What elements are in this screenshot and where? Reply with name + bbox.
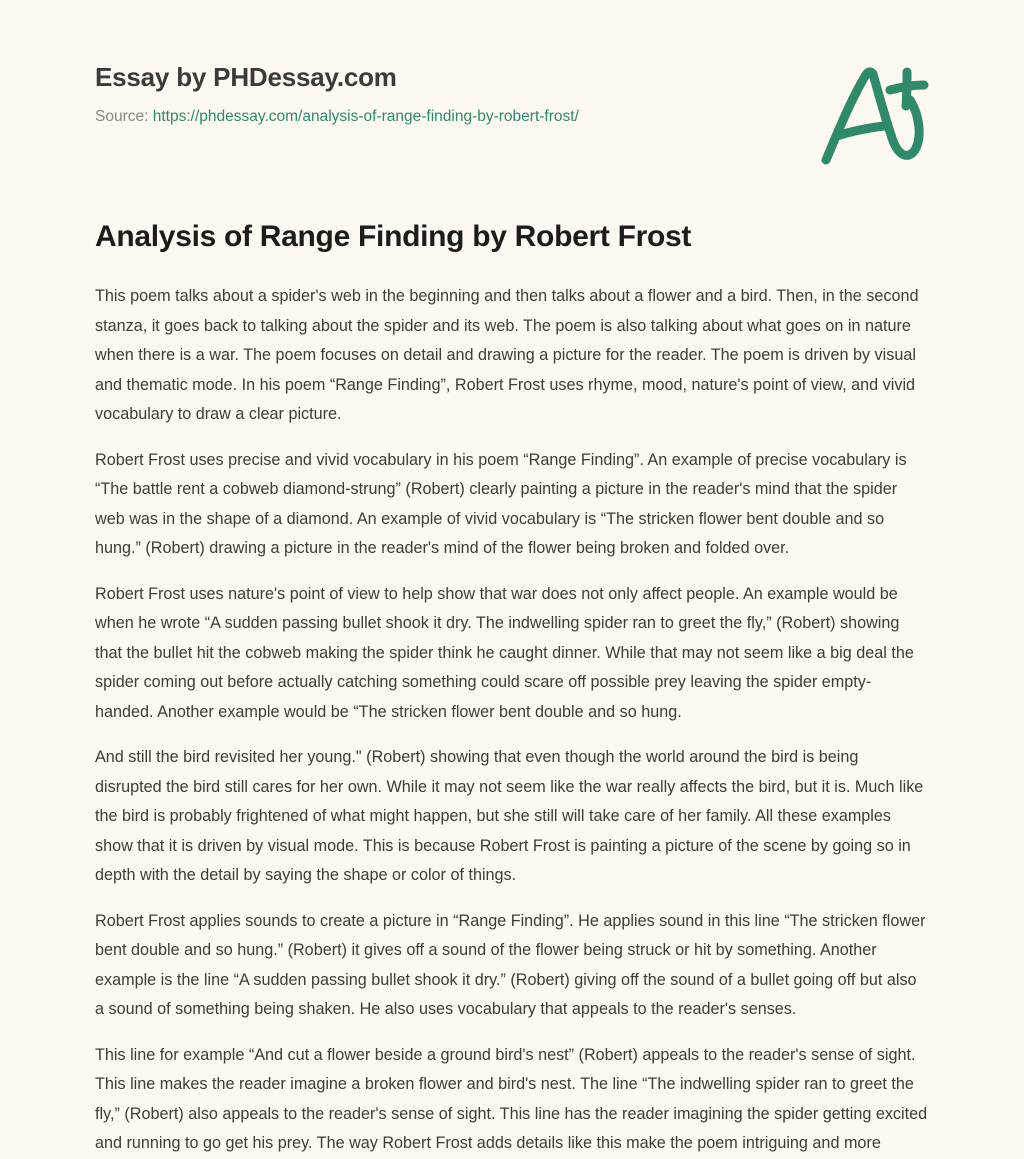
article-paragraph: And still the bird revisited her young." (Robert) showing that even though the world around the bird is being disrupted the bird still cares for her own. While it may not seem like the war really affects the bird, but it is. Much like the bird is probably frightened of what might happen, but she still will take care of her family. All these examples show that it is driven by visual mode. This is because Robert Frost is painting a picture of the scene by going so in depth with the detail by saying the shape or color of things.: [95, 748, 924, 884]
article-paragraph: This line for example “And cut a flower beside a ground bird's nest” (Robert) appeals to the reader's sense of sight. This line makes the reader imagine a broken flower and bird's nest. The line “The indwelling spider ran to greet the fly,” (Robert) also appeals to the reader's sense of sight. This line has the reader imagining the spider getting excited and running to go get his prey. The way Robert Frost adds details like this make the poem intriguing and more: [95, 1045, 928, 1152]
source-line: [95, 107, 935, 127]
article-body: [95, 282, 929, 1159]
article-paragraph: Robert Frost uses nature's point of view to help show that war does not only affect people. An example would be when he wrote “A sudden passing bullet shook it dry. The indwelling spider ran to greet the fly,” (Robert) showing that the bullet hit the cobweb making the spider think he caught dinner. While that may not seem like a big deal the spider coming out before actually catching something could scare off possible prey leaving the spider empty-handed. Another example would be “The stricken flower bent double and so hung.: [95, 584, 914, 721]
article-paragraph: Robert Frost applies sounds to create a picture in “Range Finding”. He applies sound in this line “The stricken flower bent double and so hung.” (Robert) it gives off a sound of the flower being struck or hit by something. Another example is the line “A sudden passing bullet shook it dry.” (Robert) giving off the sound of a bullet going off but also a sound of something being shaken. He also uses vocabulary that appeals to the reader's senses.: [95, 911, 926, 1018]
page-title: Analysis of Range Finding by Robert Frost: [95, 220, 692, 253]
article-paragraph: This poem talks about a spider's web in the beginning and then talks about a flower and a bird. Then, in the second stanza, it goes back to talking about the spider and its web. The poem is also talking about what goes on in nature when there is a war. The poem focuses on detail and drawing a picture for the reader. The poem is driven by visual and thematic mode. In his poem “Range Finding”, Robert Frost uses rhyme, mood, nature's point of view, and vivid vocabulary to draw a clear picture.: [95, 287, 919, 423]
source-url-link[interactable]: https://phdessay.com/analysis-of-range-finding-by-robert-frost/: [152, 108, 579, 126]
brand-title: Essay by PHDessay.com: [95, 62, 397, 92]
page-header: [95, 62, 935, 127]
aplus-logo-glyph: [812, 58, 932, 170]
aplus-logo-icon: [812, 58, 932, 170]
article-paragraph: Robert Frost uses precise and vivid vocabulary in his poem “Range Finding”. An example of precise vocabulary is “The battle rent a cobweb diamond-strung” (Robert) clearly painting a picture in the reader's mind that the spider web was in the shape of a diamond. An example of vivid vocabulary is “The stricken flower bent double and so hung.” (Robert) drawing a picture in the reader's mind of the flower being broken and folded over.: [95, 450, 907, 557]
source-label: Source:: [95, 108, 149, 126]
